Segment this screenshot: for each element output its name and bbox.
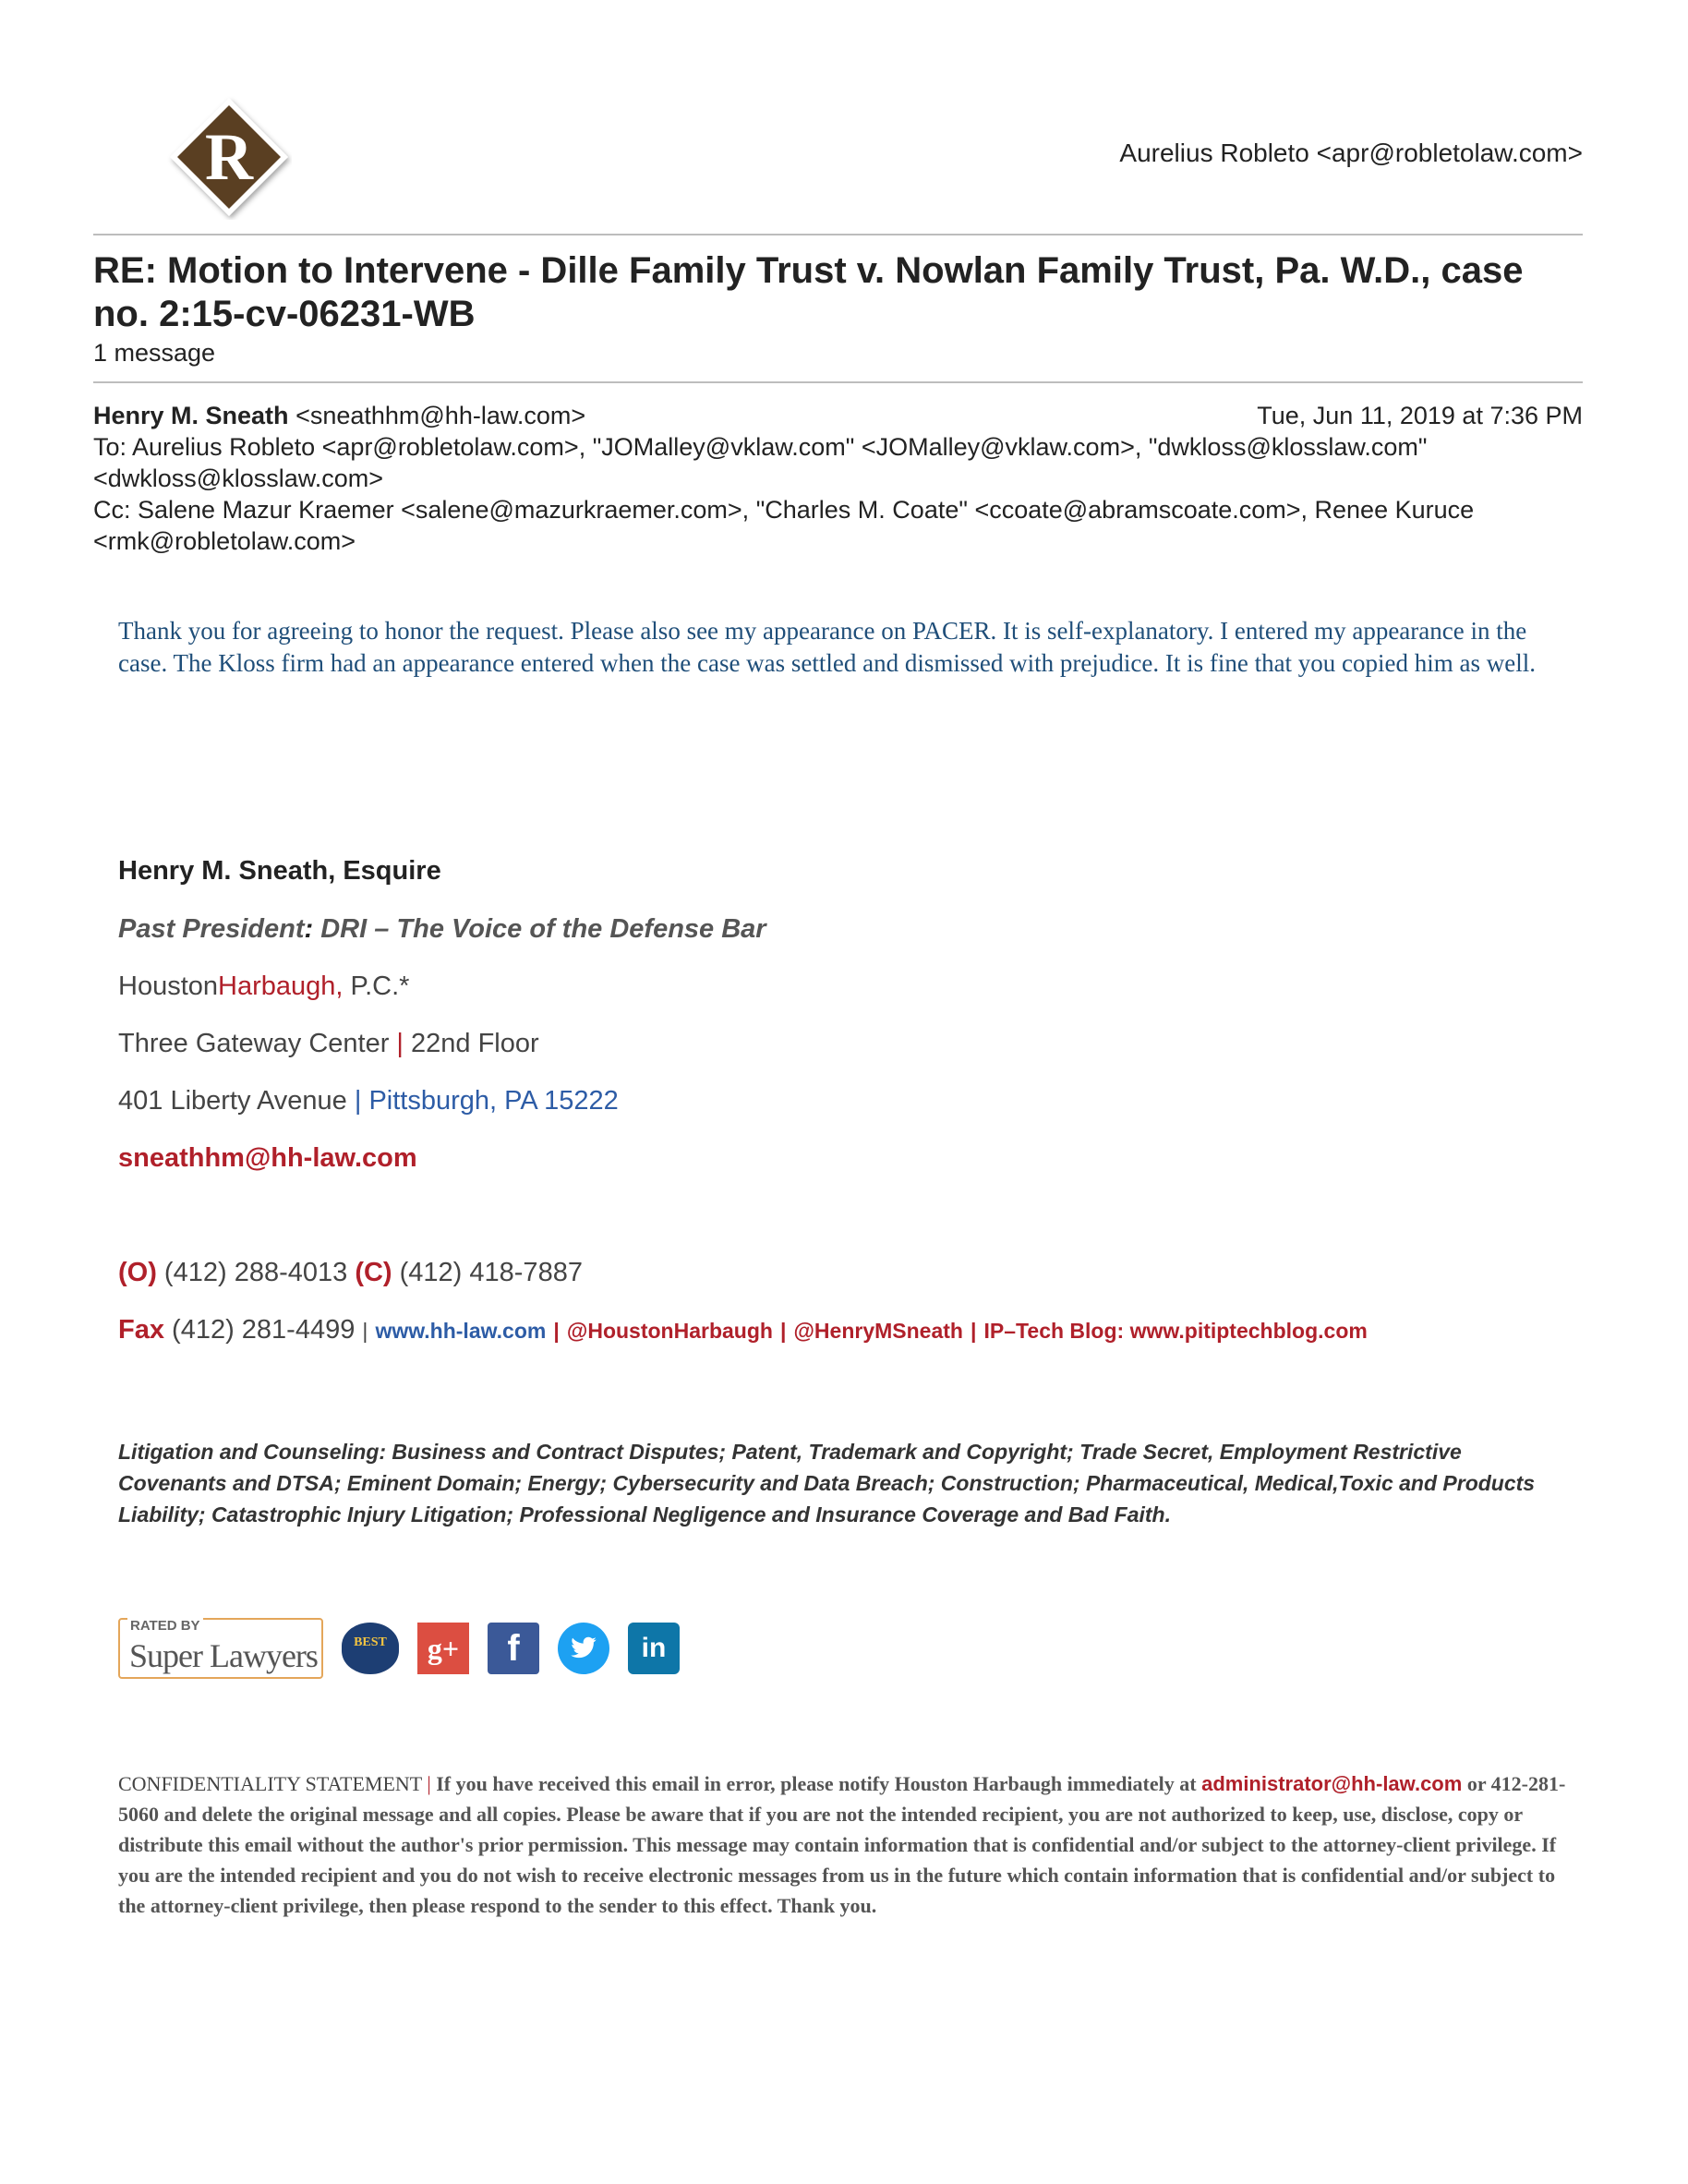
confidentiality-statement — [118, 1768, 1577, 1921]
address-line-2 — [118, 1086, 619, 1116]
signature-title — [118, 914, 766, 945]
cell-phone[interactable]: (412) 418-7887 — [392, 1258, 583, 1287]
message-body: Thank you for agreeing to honor the request. Please also see my appearance on PACER. It is self-explanatory. I entered my appearance in the case. The Kloss firm had an appearance entered when the case was settled and dismissed with prejudice. It is fine that you copied him as well. — [118, 617, 1537, 677]
account-address: Aurelius Robleto <apr@robletolaw.com> — [1119, 139, 1583, 167]
header-divider — [93, 234, 1583, 235]
message-header — [93, 400, 1583, 557]
firm-name — [118, 971, 409, 1002]
fax-label: Fax — [118, 1315, 164, 1345]
addr2-sep: | — [354, 1086, 369, 1116]
linkedin-icon[interactable] — [628, 1623, 680, 1674]
google-plus-icon[interactable] — [417, 1623, 469, 1674]
website-link[interactable]: www.hh-law.com — [375, 1319, 547, 1343]
title-sep: : — [304, 914, 314, 944]
addr2-city[interactable]: Pittsburgh, PA 15222 — [368, 1086, 619, 1116]
administrator-email-link[interactable]: administrator@hh-law.com — [1201, 1772, 1463, 1795]
confidentiality-text-a: If you have received this email in error, please notify Houston Harbaugh immediately at — [436, 1772, 1202, 1795]
to-line: To: Aurelius Robleto <apr@robletolaw.com>, "JOMalley@vklaw.com" <JOMalley@vklaw.com>, "dwkloss@klosslaw.com" — [93, 433, 1428, 461]
svg-text:R: R — [205, 120, 253, 194]
addr1-sep: | — [396, 1029, 404, 1058]
addr1-b: 22nd Floor — [403, 1029, 539, 1058]
pipe-1: | — [362, 1319, 368, 1343]
super-lawyers-badge[interactable] — [118, 1618, 323, 1679]
firm-name-a: Houston — [118, 971, 219, 1001]
address-line-1 — [118, 1029, 539, 1059]
sender-name: Henry M. Sneath — [93, 402, 289, 429]
addr1-a: Three Gateway Center — [118, 1029, 397, 1058]
confidentiality-text-b: or 412-281-5060 and delete the original message and all copies. Please be aware that if you are not the intended recipient, you are not authorized to keep, use, disclose, copy or distribute this email without the author's prior permission. This message may contain information that is confidential and/or subject to the attorney-client privilege. If you are the intended recipient and you do not wish to receive electronic messages from us in the future which contain information that is confidential and/or subject to the attorney-client privilege, then please respond to the sender to this effect. Thank you. — [118, 1772, 1566, 1917]
title-rest: DRI – The Voice of the Defense Bar — [313, 914, 766, 944]
confidentiality-label: CONFIDENTIALITY STATEMENT — [118, 1772, 422, 1795]
facebook-label: f — [507, 1627, 520, 1669]
fax-phone: (412) 281-4499 — [163, 1315, 363, 1345]
addr2-a: 401 Liberty Avenue — [118, 1086, 355, 1116]
firm-name-c: P.C.* — [343, 971, 410, 1001]
message-divider — [93, 381, 1583, 383]
cc-line: Cc: Salene Mazur Kraemer <salene@mazurkraemer.com>, "Charles M. Coate" <ccoate@abramscoate.com>, Renee Kuruce — [93, 496, 1475, 524]
super-lawyers-label: Super Lawyers — [129, 1637, 318, 1674]
linkedin-label: in — [641, 1633, 667, 1663]
message-count: 1 message — [93, 339, 216, 367]
signature-email-link[interactable]: sneathhm@hh-law.com — [118, 1143, 417, 1173]
signature-name: Henry M. Sneath, Esquire — [118, 856, 441, 886]
pipe-3: | — [780, 1319, 787, 1343]
social-badges — [118, 1611, 680, 1685]
cell-label: (C) — [355, 1258, 392, 1287]
confidentiality-sep: | — [421, 1772, 437, 1795]
twitter-bird-icon — [570, 1636, 597, 1660]
blog-link[interactable]: IP–Tech Blog: www.pitiptechblog.com — [983, 1319, 1368, 1343]
fax-line — [118, 1315, 1368, 1345]
office-label: (O) — [118, 1258, 157, 1287]
firm-name-b: Harbaugh, — [218, 971, 344, 1001]
to-line-cont: <dwkloss@klosslaw.com> — [93, 465, 384, 492]
pipe-2: | — [553, 1319, 560, 1343]
pipe-4: | — [971, 1319, 977, 1343]
email-subject: RE: Motion to Intervene - Dille Family Trust v. Nowlan Family Trust, Pa. W.D., case no. 2:15-cv-06231-WB — [93, 250, 1524, 334]
sender-email: <sneathhm@hh-law.com> — [295, 402, 586, 429]
message-date: Tue, Jun 11, 2019 at 7:36 PM — [1257, 402, 1583, 429]
rated-by-label: RATED BY — [127, 1618, 203, 1634]
cc-line-cont: <rmk@robletolaw.com> — [93, 527, 356, 555]
twitter-person-link[interactable]: @HenryMSneath — [793, 1319, 963, 1343]
facebook-icon[interactable] — [488, 1623, 539, 1674]
best-lawyers-badge-icon[interactable] — [342, 1623, 399, 1674]
office-phone[interactable]: (412) 288-4013 — [156, 1258, 356, 1287]
practice-areas: Litigation and Counseling: Business and Contract Disputes; Patent, Trademark and Copyright; Trade Secret, Employment Restrictive Covenants and DTSA; Eminent Domain; Energy; Cybersecurity and Data Breach; Construction; Pharmaceutical, Medical,Toxic and Products Liability; Catastrophic Injury Litigation; Professional Negligence and Insurance Coverage and Bad Faith. — [118, 1440, 1536, 1526]
twitter-firm-link[interactable]: @HoustonHarbaugh — [566, 1319, 773, 1343]
title-prefix: Past President — [118, 914, 305, 944]
phone-line — [118, 1258, 583, 1288]
gplus-label: g+ — [427, 1631, 460, 1665]
best-label: BEST — [354, 1635, 387, 1649]
robleto-law-logo-icon — [166, 94, 292, 220]
sender — [93, 400, 585, 431]
twitter-icon[interactable] — [558, 1623, 609, 1674]
